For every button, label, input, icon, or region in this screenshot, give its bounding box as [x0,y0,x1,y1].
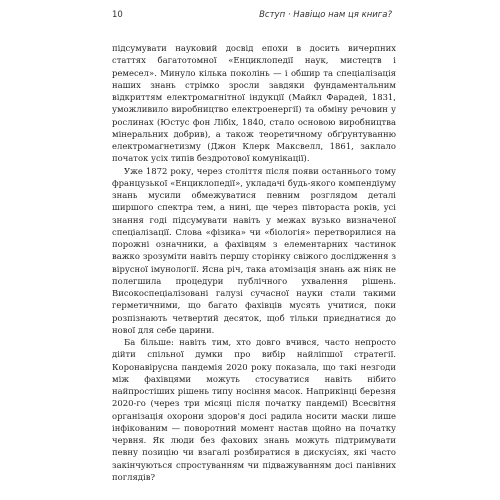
page-header [112,10,392,24]
page-number: 10 [112,10,123,20]
paragraph-continuation: підсумувати науковий досвід епохи в досить вичерпних статтях багатотомної «Енциклопедії наук, мистецтв і ремесел». Минуло кілька поколінь — і обшир та спеціалізація наших знань стрімко зросли завдяки фундаментальним відкриттям електромагнітної індукції (Майкл Фарадей, 1831, уможливило виробництво електроенергії) та обміну речовин у рослинах (Юстус фон Лібіх, 1840, стало основою виробництва мінеральних добрив), а також теоретичному обґрунтуванню електромагнетизму (Джон Клерк Максвелл, 1861, заклало початок усіх типів бездротової комунікації). [112,43,396,164]
paragraph-pandemic: Ба більше: навіть тим, хто довго вчився, часто непросто дійти спільної думки про вибір найліпшої стратегії. Коронавірусна пандемія 2020 року показала, що такі незгоди між фахівцями можуть стосуватися навіть нібито найпростіших рішень типу носіння масок. Наприкінці березня 2020-го (через три місяці після початку пандемії) Всесвітня організація охорони здоров'я досі радила носити маски лише інфікованим — поворотний момент настав щойно на початку червня. Як люди без фахових знань можуть підтримувати певну позицію чи взагалі розбиратися в дискусіях, які часто закінчуються спростуванням чи підважуванням досі панівних поглядів? [112,337,396,482]
paragraph-encyclopedia: Уже 1872 року, через століття після появи останнього тому французької «Енциклопедії», укладачі будь-якого компендіуму знань мусили обмежуватися певним розглядом деталі ширшого спектра тем, а нині, ще через півтораста років, усі знання годі підсумувати навіть у межах вузько визначеної спеціалізації. Слова «фізика» чи «біологія» перетворилися на порожні означники, а фахівцям з елементарних частинок важко зрозуміти навіть першу сторінку свіжого дослідження з вірусної імунології. Ясна річ, така атомізація знань аж ніяк не полегшила процедури публічного ухвалення рішень. Високоспеціалізовані галузі сучасної науки стали такими герметичними, що багато фахівців мусять учитися, поки розпізнають четвертий десяток, щоб тільки приєднатися до нової для себе царини. [112,165,396,335]
body-text [112,42,396,483]
running-title: Вступ · Навіщо нам ця книга? [259,10,392,20]
